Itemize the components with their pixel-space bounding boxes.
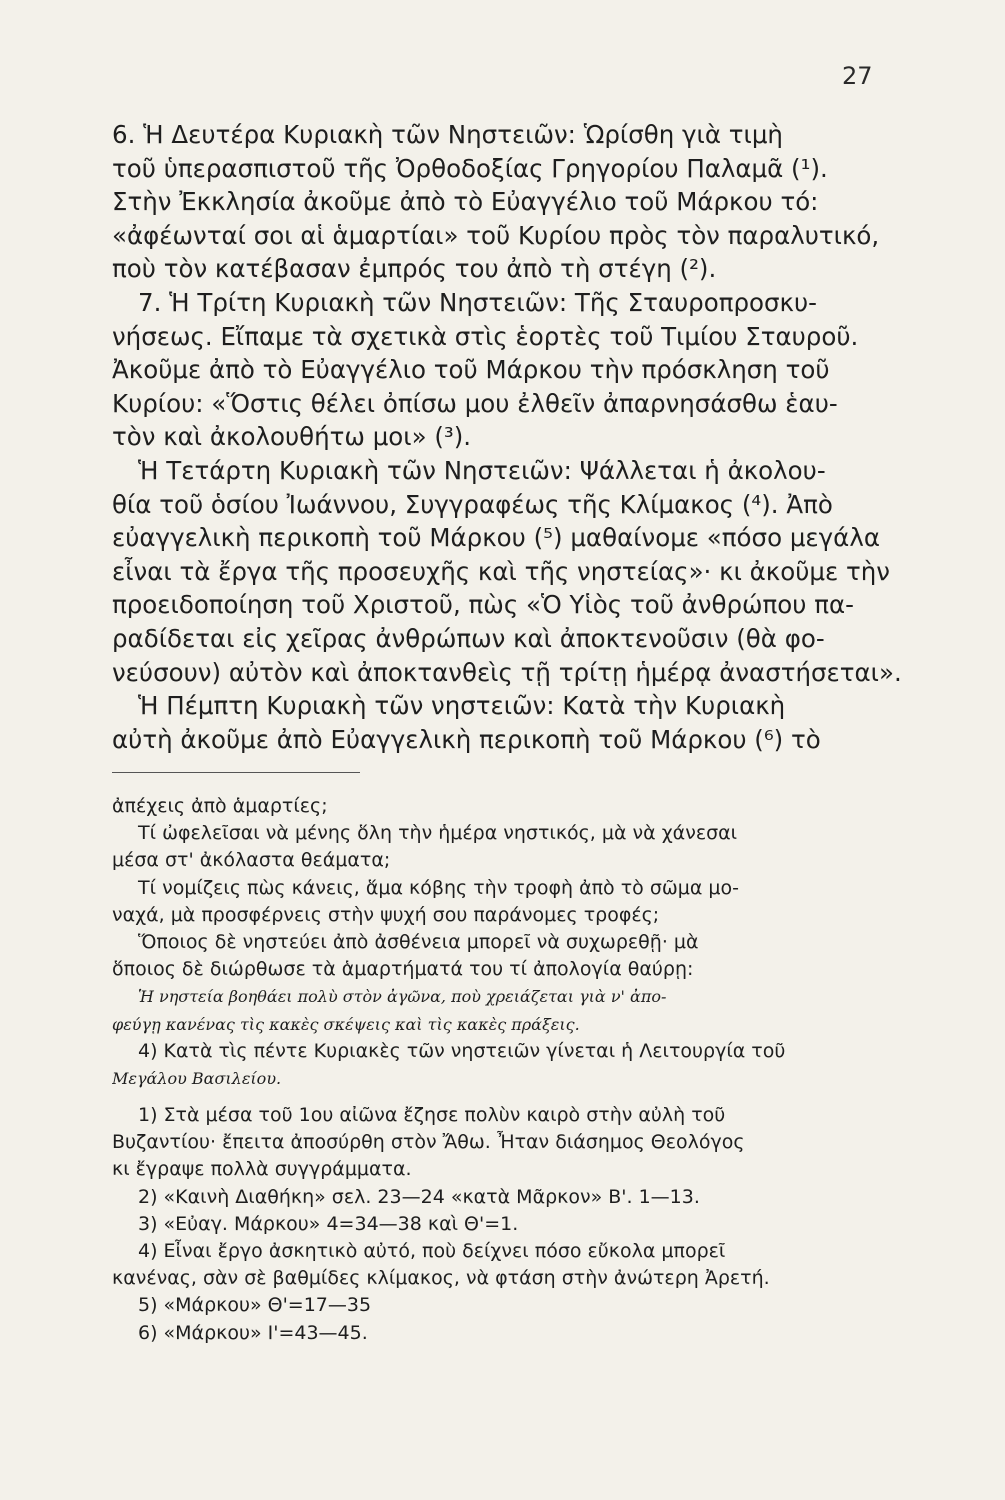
note-line: ἀπέχεις ἀπὸ ἁμαρτίες;: [112, 795, 328, 817]
note-line: Τί νομίζεις πὼς κάνεις, ἅμα κόβης τὴν τροφὴ ἀπὸ τὸ σῶμα μο-: [138, 876, 739, 899]
text-line: θία τοῦ ὁσίου Ἰωάννου, Συγγραφέως τῆς Κλίμακος (⁴). Ἀπὸ: [112, 489, 833, 519]
note-line: Ἡ νηστεία βοηθάει πολὺ στὸν ἀγῶνα, ποὺ χρειάζεται γιὰ ν' ἀπο-: [138, 987, 667, 1007]
note-line: φεύγῃ κανένας τὶς κακὲς σκέψεις καὶ τὶς κακὲς πράξεις.: [112, 1014, 580, 1034]
footnote-line: κανένας, σὰν σὲ βαθμίδες κλίμακος, νὰ φτάση στὴν ἀνώτερη Ἀρετή.: [112, 1267, 770, 1290]
text-line: νεύσουν) αὐτὸν καὶ ἀποκτανθεὶς τῇ τρίτῃ ἡμέρᾳ ἀναστήσεται».: [112, 657, 902, 687]
text-line: «ἀφέωνταί σοι αἱ ἁμαρτίαι» τοῦ Κυρίου πρὸς τὸν παραλυτικό,: [112, 220, 880, 250]
footnote-divider: [112, 772, 360, 773]
footnote-line: 2) «Καινὴ Διαθήκη» σελ. 23—24 «κατὰ Μᾶρκον» Β'. 1—13.: [138, 1185, 700, 1208]
footnote-line: Βυζαντίου· ἔπειτα ἀποσύρθη στὸν Ἄθω. Ἦταν διάσημος Θεολόγος: [112, 1131, 745, 1154]
note-line: Τί ὠφελεῖσαι νὰ μένης ὅλη τὴν ἡμέρα νηστικός, μὰ νὰ χάνεσαι: [138, 822, 738, 845]
text-line: Ἡ Πέμπτη Κυριακὴ τῶν νηστειῶν: Κατὰ τὴν Κυριακὴ: [138, 691, 786, 721]
note-line: ναχά, μὰ προσφέρνεις στὴν ψυχή σου παράνομες τροφές;: [112, 903, 660, 926]
note-line: 4) Κατὰ τὶς πέντε Κυριακὲς τῶν νηστειῶν γίνεται ἡ Λειτουργία τοῦ: [138, 1039, 786, 1062]
text-line: 7. Ἡ Τρίτη Κυριακὴ τῶν Νηστειῶν: Τῆς Σταυροπροσκυ-: [138, 287, 817, 317]
footnote-line: 4) Εἶναι ἔργο ἀσκητικὸ αὐτό, ποὺ δείχνει πόσο εὔκολα μπορεῖ: [138, 1240, 726, 1262]
text-line: νήσεως. Εἴπαμε τὰ σχετικὰ στὶς ἑορτὲς τοῦ Τιμίου Σταυροῦ.: [112, 321, 859, 351]
note-line: Ὅποιος δὲ νηστεύει ἀπὸ ἀσθένεια μπορεῖ νὰ συχωρεθῇ· μὰ: [138, 930, 699, 953]
footnote-line: 6) «Μάρκου» Ι'=43—45.: [138, 1321, 368, 1344]
text-line: Ἀκοῦμε ἀπὸ τὸ Εὐαγγέλιο τοῦ Μάρκου τὴν πρόσκληση τοῦ: [112, 355, 830, 385]
page-number: 27: [842, 62, 873, 90]
text-line: ραδίδεται εἰς χεῖρας ἀνθρώπων καὶ ἀποκτενοῦσιν (θὰ φο-: [112, 623, 825, 653]
note-line: ὅποιος δὲ διώρθωσε τὰ ἁμαρτήματά του τί ἀπολογία θαύρῃ:: [112, 958, 694, 981]
footnote-line: 1) Στὰ μέσα τοῦ 1ου αἰῶνα ἔζησε πολὺν καιρὸ στὴν αὐλὴ τοῦ: [138, 1104, 726, 1127]
text-line: τοῦ ὑπερασπιστοῦ τῆς Ὀρθοδοξίας Γρηγορίου Παλαμᾶ (¹).: [112, 153, 828, 183]
footnote-line: κι ἔγραψε πολλὰ συγγράμματα.: [112, 1158, 412, 1181]
footnote-line: 5) «Μάρκου» Θ'=17—35: [138, 1294, 372, 1317]
text-line: Στὴν Ἐκκλησία ἀκοῦμε ἀπὸ τὸ Εὐαγγέλιο τοῦ Μάρκου τό:: [112, 187, 819, 217]
text-line: Ἡ Τετάρτη Κυριακὴ τῶν Νηστειῶν: Ψάλλεται ἡ ἀκολου-: [138, 455, 826, 485]
text-line: αὐτὴ ἀκοῦμε ἀπὸ Εὐαγγελικὴ περικοπὴ τοῦ Μάρκου (⁶) τὸ: [112, 724, 821, 754]
footnotes-area: [112, 793, 912, 1347]
text-line: 6. Ἡ Δευτέρα Κυριακὴ τῶν Νηστειῶν: Ὡρίσθη γιὰ τιμὴ: [112, 120, 783, 149]
text-line: προειδοποίηση τοῦ Χριστοῦ, πὼς «Ὁ Υἱὸς τοῦ ἀνθρώπου πα-: [112, 590, 854, 620]
note-line: μέσα στ' ἀκόλαστα θεάματα;: [112, 849, 391, 872]
text-line: εἶναι τὰ ἔργα τῆς προσευχῆς καὶ τῆς νηστείας»· κι ἀκοῦμε τὴν: [112, 556, 890, 586]
footnote-line: 3) «Εὐαγ. Μάρκου» 4=34—38 καὶ Θ'=1.: [138, 1212, 519, 1235]
text-line: εὐαγγελικὴ περικοπὴ τοῦ Μάρκου (⁵) μαθαίνομε «πόσο μεγάλα: [112, 523, 880, 553]
note-line: Μεγάλου Βασιλείου.: [112, 1068, 282, 1088]
text-line: τὸν καὶ ἀκολουθήτω μοι» (³).: [112, 422, 472, 452]
text-line: Κυρίου: «Ὅστις θέλει ὀπίσω μου ἐλθεῖν ἀπαρνησάσθω ἑαυ-: [112, 388, 838, 418]
text-line: ποὺ τὸν κατέβασαν ἐμπρός του ἀπὸ τὴ στέγη (²).: [112, 254, 717, 284]
main-text: [112, 118, 902, 756]
